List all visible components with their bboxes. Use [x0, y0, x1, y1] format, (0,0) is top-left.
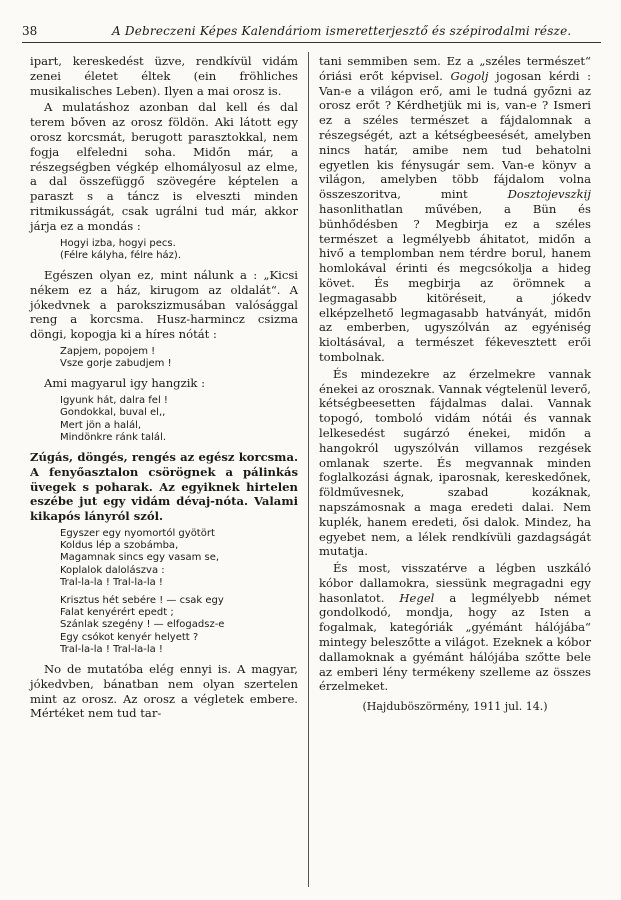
paragraph: [319, 561, 591, 694]
verse-line: Falat kenyérért epedt ;: [60, 607, 174, 619]
verse-line: Krisztus hét sebére ! — csak egy: [60, 594, 224, 606]
paragraph: Ami magyarul igy hangzik :: [44, 376, 206, 391]
verse-line: Egyszer egy nyomortól gyötört: [60, 527, 215, 539]
text-run: És most, visszatérve a légben uszkáló kóbor dallamokra, siessünk megragadni egy hasonlatot.: [319, 561, 591, 605]
verse-line: Gondokkal, buval el,,: [60, 407, 166, 419]
verse-line: Zapjem, popojem !: [60, 345, 156, 357]
author-name-dostoevsky: Dosztojevszkij: [507, 187, 591, 202]
source-note: (Hajduböszörmény, 1911 jul. 14.): [362, 700, 548, 714]
paragraph: [319, 54, 591, 365]
text-run: tani semmiben sem. Ez a „széles természet“ óriási erőt képvisel.: [319, 54, 591, 83]
verse-line: Koldus lép a szobámba,: [60, 540, 179, 552]
verse-block: [60, 238, 298, 262]
verse-line: Egy csókot kenyér helyett ?: [60, 631, 199, 643]
verse-line: Vsze gorje zabudjem !: [60, 358, 172, 370]
paragraph: ipart, kereskedést üzve, rendkívül vidám zenei életet éltek (ein fröhliches musikalisches Leben). Ilyen a mai orosz is.: [30, 54, 298, 98]
text-run: a legmélyebb német gondolkodó, mondja, hogy az Isten a fogalmak, kategóriák „gyémánt hálójába“ mintegy beleszőtte a világot. Ezeknek a kóbor dallamoknak a gyémánt hálójába szőtte bele az emberi lény termékeny szelleme az összes érzelmeket.: [319, 590, 592, 694]
paragraph: A mulatáshoz azonban dal kell és dal terem bőven az orosz földön. Aki látott egy orosz korcsmát, berugott parasztokkal, nem fogja elfeledni soha. Midőn már, a részegségben végkép elhomályosul az elme, a dal összefüggő szövegére képtelen a paraszt s a táncz is elveszti minden ritmikusságát, csak ugrálni tud már, akkor járja ez a mondás :: [30, 100, 298, 233]
verse-line: Tral-la-la ! Tral-la-la !: [60, 643, 163, 655]
verse-line: Magamnak sincs egy vasam se,: [60, 552, 220, 564]
running-title: A Debreczeni Képes Kalendáriom ismeretterjesztő és szépirodalmi része.: [112, 24, 572, 38]
paragraph: No de mutatóba elég ennyi is. A magyar, jókedvben, bánatban nem olyan szertelen mint az orosz. Az orosz a végletek embere. Mértéket nem tud tar-: [30, 661, 298, 721]
verse-block: [60, 528, 298, 589]
verse-line: Koplalok dalolászva :: [60, 564, 165, 576]
page-number: 38: [22, 24, 38, 38]
right-column: [319, 54, 591, 717]
verse-line: Hogyi izba, hogyi pecs.: [60, 237, 176, 249]
text-run: jogosan kérdi : Van-e a világon erő, ami le tudná győzni az orosz erőt ? Kérdhetjük mi is, van-e ? Ismeri ez a széles természet a fájdalomnak a részegségét, azt a kétségbeesését, amelyben nincs határ, amibe nem tud behatolni egyetlen kis fénysugár sem. Van-e könyv a világon, amelyben több fájdalom volna összeszoritva, mint: [319, 68, 592, 202]
verse-block: [60, 346, 298, 370]
paragraph: Egészen olyan ez, mint nálunk a : „Kicsi nékem ez a ház, kirugom az oldalát“. A jókedvnek a parokszizmusában valósággal reng a korcsma. Husz-harmincz csizma döngi, kopogja ki a híres nótát :: [30, 267, 298, 342]
author-name-gogol: Gogolj: [450, 68, 489, 83]
verse-line: Mindönkre ránk talál.: [60, 431, 167, 443]
verse-line: Igyunk hát, dalra fel !: [60, 395, 168, 407]
author-name-hegel: Hegel: [399, 590, 435, 605]
page-header: [22, 20, 601, 43]
verse-line: Tral-la-la ! Tral-la-la !: [60, 576, 163, 588]
column-divider: [308, 52, 309, 887]
paragraph: És mindezekre az érzelmekre vannak énekei az orosznak. Vannak végtelenül leverő, kétségbeesetten fájdalmas dalai. Vannak topogó, tomboló vidám nótái és vannak lelkesedést sugárzó énekei, midőn a hangokról ugyszólván villamos rezgések omlanak szerte. És megvannak minden foglalkozási ágnak, iparosnak, kereskedőnek, földművesnek, szabad kozáknak, napszámosnak a maga eredeti dalai. Nem kuplék, hanem eredeti, ősi dalok. Mindez, ha egyebet nem, a lélek rendkívüli gazdagságát mutatja.: [319, 366, 591, 559]
verse-line: Mert jön a halál,: [60, 419, 142, 431]
verse-line: (Félre kályha, félre ház).: [60, 249, 181, 261]
verse-line: Szánlak szegény ! — elfogadsz-e: [60, 619, 225, 631]
verse-block: [60, 595, 298, 656]
paragraph: Zúgás, döngés, rengés az egész korcsma. A fenyőasztalon csörögnek a pálinkás üvegek s poharak. Az egyiknek hirtelen eszébe jut egy vidám dévaj-nóta. Valami kikapós lányról szól.: [30, 449, 298, 524]
text-run: hasonlithatlan művében, a Bün és bünhődésben ? Megbirja ez a széles természet a legmélyebb áhitatot, midőn a hivő a templomban nem térdre borul, hanem homlokával érinti és megcsókolja a hideg követ. És megbirja az örömnek a legmagasabb kitöréseit, a jókedv elképzelhető legmagasabb hatványát, midőn az emberben, ugyszólván az egyéniség kioltásával, a természet fékevesztett erői tombolnak.: [319, 201, 591, 364]
verse-block: [60, 395, 298, 444]
left-column: [30, 54, 298, 723]
